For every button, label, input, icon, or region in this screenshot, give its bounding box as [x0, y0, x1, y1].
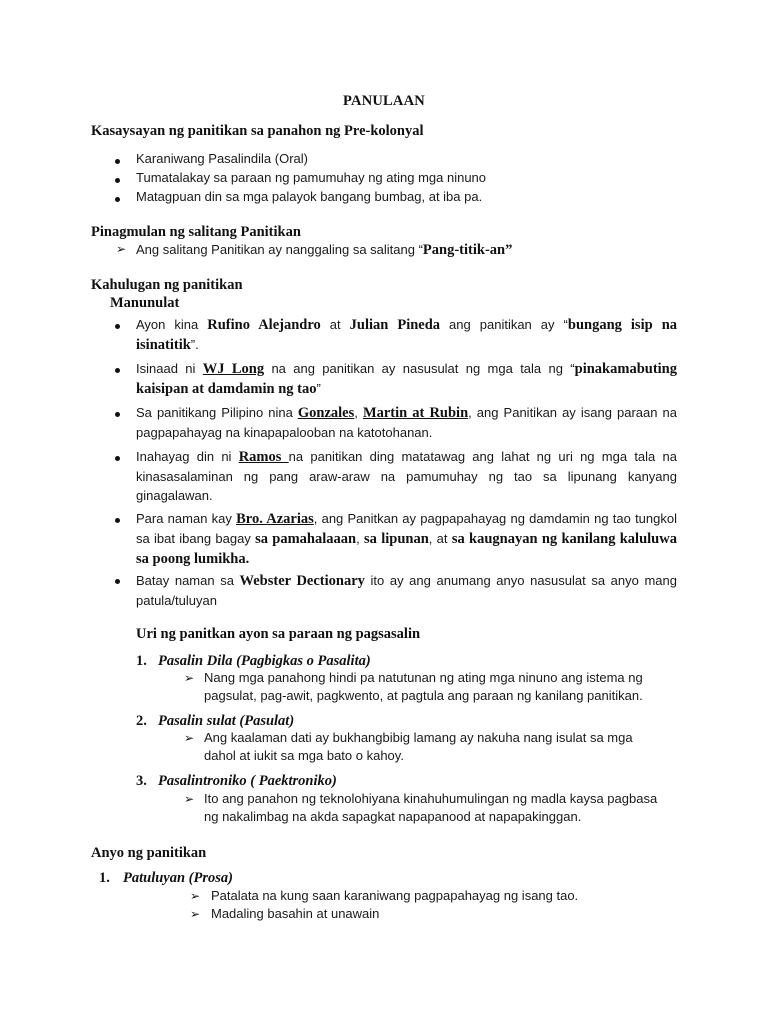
document-title: PANULAAN — [343, 93, 425, 109]
item-number: 1. — [136, 653, 147, 669]
arrowhead-bullet-icon: ➢ — [184, 792, 195, 806]
item-number: 2. — [136, 713, 147, 729]
item-label: Patuluyan (Prosa) — [123, 870, 233, 886]
list-item: ng nakalimbag na akda sapagkat napapanood at napapakinggan. — [204, 809, 582, 824]
list-item: Tumatalakay sa paraan ng pamumuhay ng ating mga ninuno — [136, 170, 487, 185]
heading-kasaysayan: Kasaysayan ng panitikan sa panahon ng Pre-kolonyal — [91, 123, 424, 139]
list-item: Ang kaalaman dati ay bukhangbibig lamang ay nakuha nang isulat sa mga — [204, 730, 633, 745]
round-bullet-icon — [115, 368, 120, 373]
round-bullet-icon — [115, 159, 120, 164]
list-item: Patalata na kung saan karaniwang pagpapahayag ng isang tao. — [211, 888, 579, 903]
list-item: Madaling basahin at unawain — [211, 906, 380, 921]
subheading-manunulat: Manunulat — [110, 295, 180, 311]
round-bullet-icon — [115, 178, 120, 183]
arrowhead-bullet-icon: ➢ — [184, 731, 195, 745]
item-label: Pasalintroniko ( Paektroniko) — [158, 773, 337, 789]
round-bullet-icon — [115, 518, 120, 523]
heading-kahulugan: Kahulugan ng panitikan — [91, 277, 243, 293]
list-item: pagsulat, pag-awit, pagkwento, at pagtula ang paraan ng kanilang panitikan. — [204, 688, 643, 703]
heading-uri-ng-panitikan: Uri ng panitkan ayon sa paraan ng pagsasalin — [136, 626, 421, 642]
round-bullet-icon — [115, 197, 120, 202]
round-bullet-icon — [115, 456, 120, 461]
list-item: Karaniwang Pasalindila (Oral) — [136, 151, 308, 166]
item-number: 3. — [136, 773, 147, 789]
arrowhead-bullet-icon: ➢ — [184, 671, 195, 685]
round-bullet-icon — [115, 579, 120, 584]
arrowhead-bullet-icon: ➢ — [116, 242, 127, 256]
heading-pinagmulan: Pinagmulan ng salitang Panitikan — [91, 224, 301, 240]
list-item: Inahayag din ni Ramos na panitikan ding matatawag ang lahat ng uri ng mga tala na kinasasalaminan ng pang araw-araw na pamumuhay ng tao sa lipunang kanyang ginagalawan. — [136, 449, 677, 503]
heading-anyo: Anyo ng panitikan — [91, 845, 207, 861]
list-item: Matagpuan din sa mga palayok bangang bumbag, at iba pa. — [136, 189, 483, 204]
list-item: Ito ang panahon ng teknolohiyana kinahuhumulingan ng madla kaysa pagbasa — [204, 791, 658, 806]
list-item: Nang mga panahong hindi pa natutunan ng ating mga ninuno ang istema ng — [204, 670, 643, 685]
list-item: Ang salitang Panitikan ay nanggaling sa salitang “Pang-titik-an” — [136, 242, 513, 258]
list-item: Para naman kay Bro. Azarias, ang Panitkan ay pagpapahayag ng damdamin ng tao tungkol sa ibat ibang bagay sa pamahalaaan, sa lipunan, at sa kaugnayan ng kanilang kaluluwa sa poong lumikha. — [136, 511, 677, 567]
item-label: Pasalin Dila (Pagbigkas o Pasalita) — [158, 653, 371, 669]
round-bullet-icon — [115, 324, 120, 329]
arrowhead-bullet-icon: ➢ — [190, 889, 201, 903]
list-item: Batay naman sa Webster Dectionary ito ay ang anumang anyo nasusulat sa anyo mang patula/tuluyan — [136, 573, 677, 608]
list-item: Ayon kina Rufino Alejandro at Julian Pineda ang panitikan ay “bungang isip na isinatitik”. — [136, 317, 678, 353]
list-item: dahol at iukit sa mga bato o kahoy. — [204, 748, 404, 763]
round-bullet-icon — [115, 412, 120, 417]
arrowhead-bullet-icon: ➢ — [190, 907, 201, 921]
list-item: Sa panitikang Pilipino nina Gonzales, Martin at Rubin, ang Panitikan ay isang paraan na pagpapahayag na kinapapalooban na katotohanan. — [136, 405, 677, 440]
item-label: Pasalin sulat (Pasulat) — [158, 713, 295, 729]
item-number: 1. — [99, 870, 110, 886]
list-item: Isinaad ni WJ Long na ang panitikan ay nasusulat ng mga tala ng “pinakamabuting kaisipan at damdamin ng tao” — [136, 361, 677, 397]
